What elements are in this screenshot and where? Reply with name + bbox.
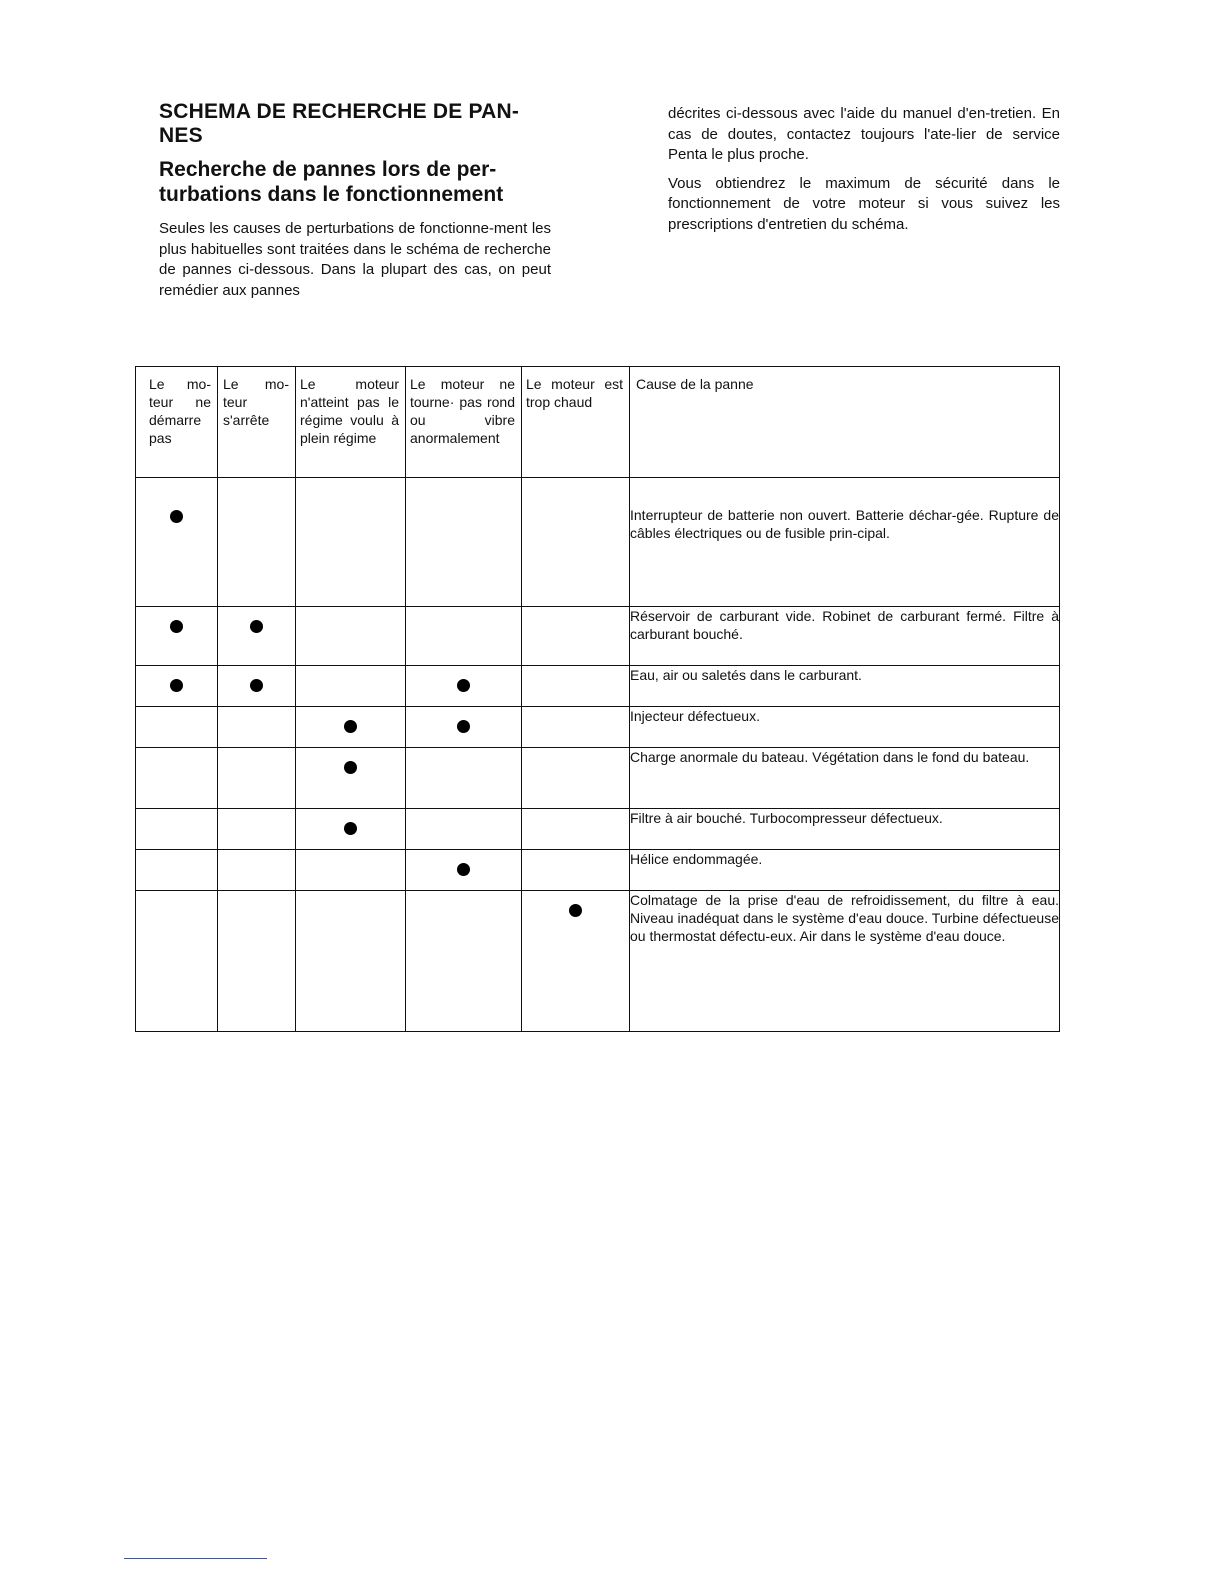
mark-cell xyxy=(218,478,296,607)
mark-cell xyxy=(406,809,522,850)
mark-cell xyxy=(522,707,630,748)
footnote-rule xyxy=(124,1558,267,1559)
mark-cell xyxy=(406,666,522,707)
table-header-row xyxy=(136,367,1060,478)
fault-mark-dot xyxy=(250,620,263,633)
mark-cell xyxy=(406,850,522,891)
section-subtitle xyxy=(159,157,551,207)
mark-cell xyxy=(218,707,296,748)
table-row xyxy=(136,478,1060,607)
mark-cell xyxy=(296,891,406,1032)
cause-text: Hélice endommagée. xyxy=(630,850,1060,891)
fault-mark-dot xyxy=(170,510,183,523)
mark-cell xyxy=(522,891,630,1032)
fault-mark-dot xyxy=(344,761,357,774)
mark-cell xyxy=(406,891,522,1032)
cause-text: Filtre à air bouché. Turbocompresseur défectueux. xyxy=(630,809,1060,850)
mark-cell xyxy=(522,850,630,891)
header-overheating: Le moteur est trop chaud xyxy=(522,367,630,478)
fault-mark-dot xyxy=(170,620,183,633)
cause-text: Eau, air ou saletés dans le carburant. xyxy=(630,666,1060,707)
header-low-rpm: Le moteur n'atteint pas le régime voulu à plein régime xyxy=(296,367,406,478)
mark-cell xyxy=(136,607,218,666)
fault-mark-dot xyxy=(250,679,263,692)
table-row xyxy=(136,666,1060,707)
intro-paragraph-left: Seules les causes de perturbations de fonctionne-ment les plus habituelles sont traitées dans le schéma de recherche de pannes ci-dessous. Dans la plupart des cas, on peut remédier aux pannes xyxy=(159,220,551,299)
mark-cell xyxy=(218,666,296,707)
cause-text: Injecteur défectueux. xyxy=(630,707,1060,748)
section-subtitle-line-2: turbations dans le fonctionnement xyxy=(159,183,504,206)
mark-cell xyxy=(522,666,630,707)
intro-paragraph-right-2: Vous obtiendrez le maximum de sécurité dans le fonctionnement de votre moteur si vous suivez les prescriptions d'entretien du schéma. xyxy=(668,174,1060,233)
cause-text: Réservoir de carburant vide. Robinet de carburant fermé. Filtre à carburant bouché. xyxy=(630,607,1060,666)
mark-cell xyxy=(522,607,630,666)
mark-cell xyxy=(296,809,406,850)
mark-cell xyxy=(136,891,218,1032)
fault-mark-dot xyxy=(569,904,582,917)
fault-mark-dot xyxy=(457,863,470,876)
fault-mark-dot xyxy=(170,679,183,692)
mark-cell xyxy=(218,809,296,850)
mark-cell xyxy=(406,607,522,666)
mark-cell xyxy=(296,707,406,748)
page-title-line-2: NES xyxy=(159,124,203,147)
mark-cell xyxy=(136,850,218,891)
mark-cell xyxy=(296,666,406,707)
mark-cell xyxy=(522,748,630,809)
header-cause: Cause de la panne xyxy=(630,367,1060,478)
table-row xyxy=(136,809,1060,850)
right-column xyxy=(668,104,1060,235)
mark-cell xyxy=(296,850,406,891)
mark-cell xyxy=(218,748,296,809)
table-row xyxy=(136,707,1060,748)
mark-cell xyxy=(296,748,406,809)
mark-cell xyxy=(522,478,630,607)
mark-cell xyxy=(296,607,406,666)
mark-cell xyxy=(218,891,296,1032)
mark-cell xyxy=(136,478,218,607)
fault-mark-dot xyxy=(457,720,470,733)
header-not-starting: Le mo-teur ne démarre pas xyxy=(136,367,218,478)
cause-text: Charge anormale du bateau. Végétation dans le fond du bateau. xyxy=(630,748,1060,809)
left-column xyxy=(159,100,551,301)
intro-paragraph-right-1: décrites ci-dessous avec l'aide du manuel d'en-tretien. En cas de doutes, contactez toujours l'ate-lier de service Penta le plus proche. xyxy=(668,105,1060,163)
mark-cell xyxy=(136,748,218,809)
page-title xyxy=(159,100,551,148)
mark-cell xyxy=(136,666,218,707)
table-row xyxy=(136,748,1060,809)
mark-cell xyxy=(406,478,522,607)
mark-cell xyxy=(136,707,218,748)
mark-cell xyxy=(522,809,630,850)
fault-mark-dot xyxy=(457,679,470,692)
mark-cell xyxy=(296,478,406,607)
cause-text: Colmatage de la prise d'eau de refroidissement, du filtre à eau. Niveau inadéquat dans le système d'eau douce. Turbine défectueuse ou thermostat défectu-eux. Air dans le système d'eau douce. xyxy=(630,891,1060,1032)
fault-mark-dot xyxy=(344,720,357,733)
mark-cell xyxy=(218,850,296,891)
header-stops: Le mo-teur s'arrête xyxy=(218,367,296,478)
table-row xyxy=(136,607,1060,666)
table-row xyxy=(136,891,1060,1032)
mark-cell xyxy=(406,707,522,748)
section-subtitle-line-1: Recherche de pannes lors de per- xyxy=(159,158,497,181)
mark-cell xyxy=(218,607,296,666)
troubleshooting-table xyxy=(135,366,1060,1032)
mark-cell xyxy=(136,809,218,850)
mark-cell xyxy=(406,748,522,809)
table-row xyxy=(136,850,1060,891)
page-title-line-1: SCHEMA DE RECHERCHE DE PAN- xyxy=(159,100,520,123)
cause-text: Interrupteur de batterie non ouvert. Batterie déchar-gée. Rupture de câbles électriques ou de fusible prin-cipal. xyxy=(630,478,1060,607)
header-rough-running: Le moteur ne tourne· pas rond ou vibre anormalement xyxy=(406,367,522,478)
fault-mark-dot xyxy=(344,822,357,835)
